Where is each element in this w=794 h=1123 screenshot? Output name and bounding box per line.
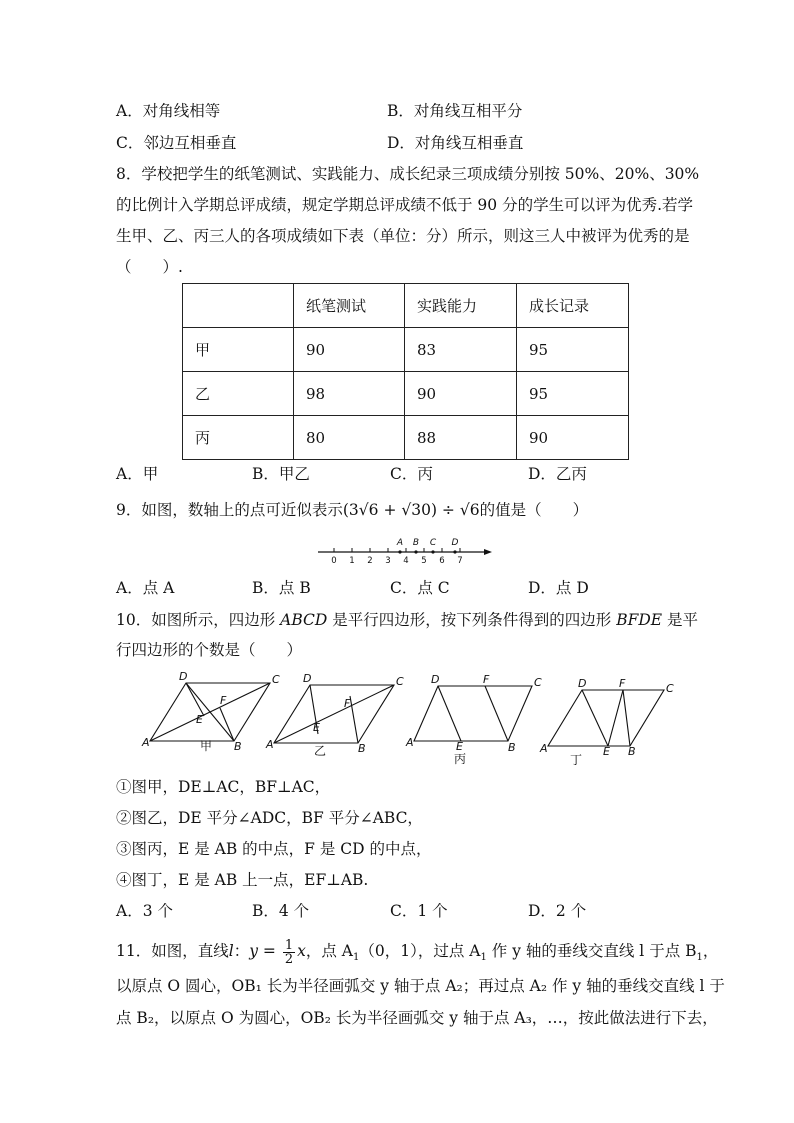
axis-point-c [431,550,434,553]
table-cell: 甲 [183,328,294,372]
q7-option-b: B．对角线互相平分 [387,102,523,120]
table-cell: 88 [405,416,517,460]
table-cell: 95 [517,372,629,416]
q10-figures [138,670,678,770]
fig-label: A [406,736,414,749]
axis-tick-label: 6 [439,556,445,566]
fig-label: D [179,670,188,683]
table-header-cell [183,284,294,328]
q10-text: 是平 [662,611,699,629]
q11-text: ， [702,942,719,960]
q10-option-a: A．3 个 [116,902,173,920]
q8-stem-line4: （ ）. [116,258,183,276]
fig-label: F [619,677,626,690]
axis-point-d [453,550,456,553]
q10-stem-line2: 行四边形的个数是（ ） [116,641,303,659]
table-cell: 90 [405,372,517,416]
fraction-denominator: 2 [284,951,294,967]
table-cell: 丙 [183,416,294,460]
q10-option-c: C．1 个 [390,902,448,920]
q9-option-a: A．点 A [116,579,175,597]
fig-label: B [358,742,366,755]
axis-point-label-a: A [396,538,404,548]
q11-var: x [297,942,306,960]
q8-stem-line2: 的比例计入学期总评成绩，规定学期总评成绩不低于 90 分的学生可以评为优秀.若学 [116,196,694,214]
fig-label: F [220,694,227,707]
fig-label: D [578,677,587,690]
fig-label: E [196,713,203,726]
axis-tick-label: 5 [421,556,427,566]
axis-point-a [398,550,401,553]
q10-quadrilateral-name: BFDE [616,611,663,629]
fig-label: C [396,675,404,688]
table-cell: 83 [405,328,517,372]
table-header-cell: 实践能力 [405,284,517,328]
fig-label: C [272,673,280,686]
q8-stem-line1: 8．学校把学生的纸笔测试、实践能力、成长纪录三项成绩分别按 50%、20%、30% [116,165,700,183]
q7-option-c: C．邻边互相垂直 [116,134,237,152]
fig-label: A [266,738,274,751]
table-cell: 90 [517,416,629,460]
table-cell: 98 [294,372,405,416]
q9-number-line [316,532,498,572]
q8-option-b: B．甲乙 [252,465,310,483]
table-header-cell: 纸笔测试 [294,284,405,328]
fig-label: F [344,697,351,710]
fraction-numerator: 1 [284,937,294,953]
fig-label: B [234,740,242,753]
q11-text: = [257,942,281,960]
axis-tick-label: 3 [385,556,391,566]
q11-fraction [283,939,295,966]
figure-caption-yi: 乙 [314,744,327,758]
axis-tick-label: 2 [367,556,373,566]
table-cell: 90 [294,328,405,372]
q10-text: 10．如图所示，四边形 [116,611,281,629]
axis-tick-label: 1 [349,556,355,566]
q11-stem-line1 [116,936,718,973]
q10-parallelogram-name: ABCD [280,611,328,629]
table-row [183,328,629,372]
fig-label: B [628,745,636,758]
fig-label: C [666,682,674,695]
fig-label: E [456,740,463,753]
q10-text: 是平行四边形，按下列条件得到的四边形 [327,611,617,629]
q9-option-d: D．点 D [528,579,589,597]
fig-label: B [508,741,516,754]
q10-condition-4: ④图丁，E 是 AB 上一点，EF⊥AB. [116,871,369,889]
fig-label: F [483,673,490,686]
table-cell: 乙 [183,372,294,416]
axis-point-b [414,550,417,553]
q9-stem [116,500,588,520]
q9-suffix: 的值是（ ） [479,501,589,519]
table-row [183,372,629,416]
q8-score-table [182,283,629,460]
q7-option-d: D．对角线互相垂直 [387,134,524,152]
axis-tick-label: 7 [457,556,463,566]
q11-subscript: 1 [480,952,487,964]
fig-label: A [142,736,150,749]
q9-option-b: B．点 B [252,579,311,597]
figure-caption-ding: 丁 [570,753,583,767]
q7-option-a: A．对角线相等 [116,102,221,120]
q8-stem-line3: 生甲、乙、丙三人的各项成绩如下表（单位：分）所示，则这三人中被评为优秀的是 [116,227,690,245]
q11-subscript: 1 [352,952,360,964]
q11-stem-line2: 以原点 O 圆心，OB₁ 长为半径画弧交 y 轴于点 A₂；再过点 A₂ 作 y 轴的垂线交直线 l 于 [116,977,725,995]
q10-option-b: B．4 个 [252,902,310,920]
axis-point-label-c: C [429,538,437,548]
q9-option-c: C．点 C [390,579,450,597]
table-row [183,416,629,460]
axis-point-label-d: D [451,538,459,548]
q8-option-c: C．丙 [390,465,433,483]
q11-var: y [249,942,258,960]
axis-tick-label: 4 [403,556,409,566]
axis-tick-label: 0 [331,556,337,566]
q11-stem-line3: 点 B₂，以原点 O 为圆心，OB₂ 长为半径画弧交 y 轴于点 A₃，…，按此做法进行下去， [116,1009,718,1027]
table-cell: 80 [294,416,405,460]
q8-option-a: A．甲 [116,465,159,483]
q11-text: ，点 A [305,942,353,960]
table-header-cell: 成长记录 [517,284,629,328]
q9-prefix: 9．如图，数轴上的点可近似表示 [116,501,343,519]
q11-subscript: 1 [696,952,703,964]
q10-stem-line1 [116,610,698,630]
fig-label: C [534,676,542,689]
q9-expression: (3√6 + √30) ÷ √6 [342,501,480,519]
q10-condition-3: ③图丙，E 是 AB 的中点，F 是 CD 的中点， [116,840,432,858]
figure-caption-jia: 甲 [200,739,213,753]
q10-condition-2: ②图乙，DE 平分∠ADC，BF 平分∠ABC， [116,809,423,827]
fig-label: E [603,745,610,758]
q11-text: 作 y 轴的垂线交直线 l 于点 B [486,942,697,960]
figure-caption-bing: 丙 [454,752,467,766]
fig-label: D [431,673,440,686]
fig-label: D [303,672,312,685]
table-cell: 95 [517,328,629,372]
q11-text: ： [233,942,250,960]
q11-text: 11．如图，直线 [116,942,229,960]
axis-point-label-b: B [412,538,420,548]
q11-var: l [228,942,234,960]
fig-label: A [540,742,548,755]
q10-option-d: D．2 个 [528,902,587,920]
q11-text: （0，1），过点 A [359,942,481,960]
table-header-row [183,284,629,328]
q10-condition-1: ①图甲，DE⊥AC，BF⊥AC， [116,778,331,796]
fig-label: E [313,721,320,734]
q8-option-d: D．乙丙 [528,465,587,483]
